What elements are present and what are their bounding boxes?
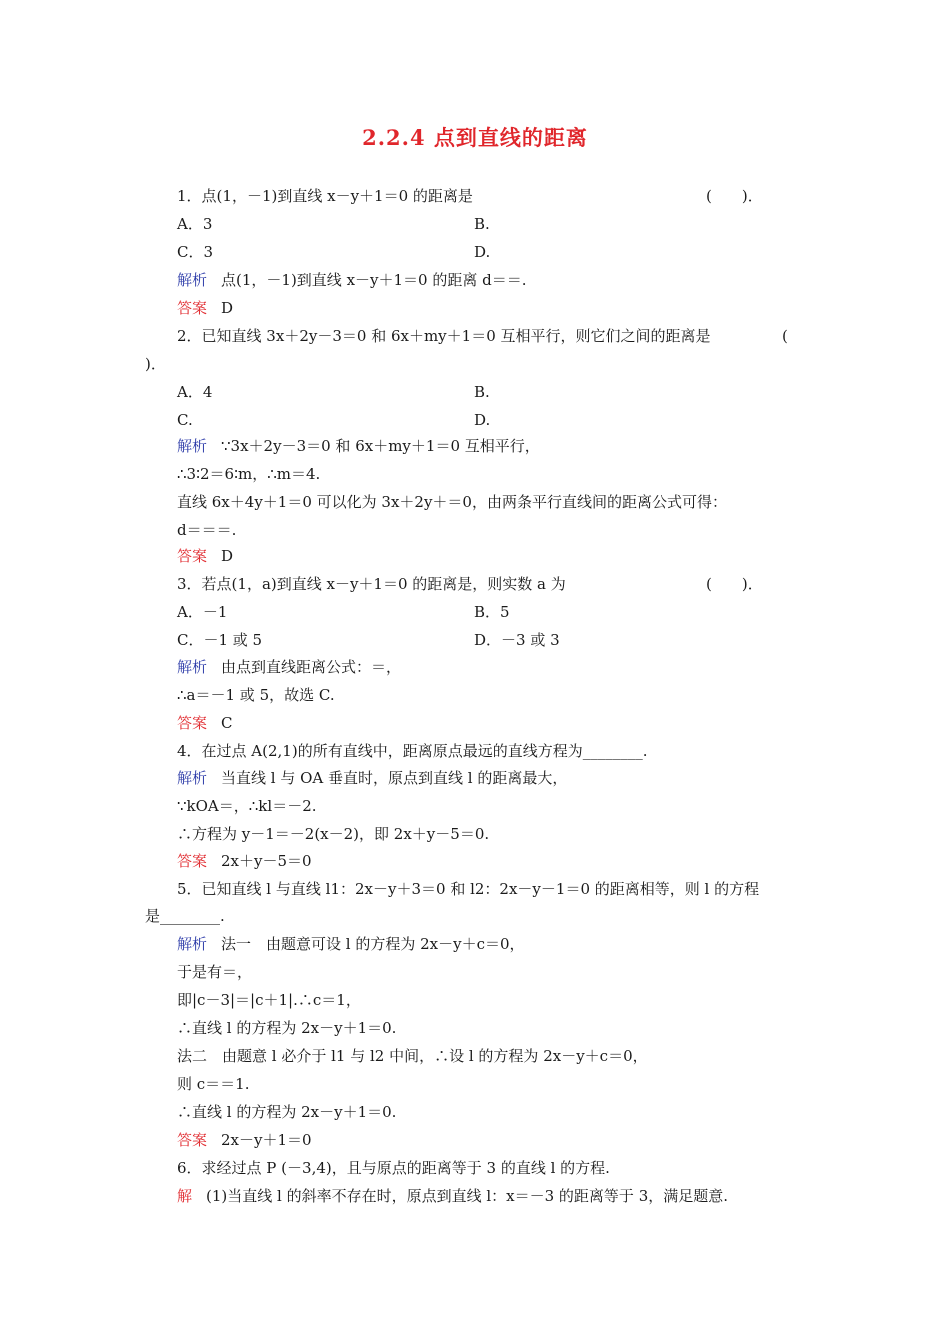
q5-answer (177, 1130, 312, 1150)
q4-stem: 4．在过点 A(2,1)的所有直线中，距离原点最远的直线方程为________. (177, 742, 648, 760)
q6-stem: 6．求经过点 P (－3,4)，且与原点的距离等于 3 的直线 l 的方程. (177, 1159, 610, 1177)
analysis-label: 解析 (177, 935, 208, 953)
q5-stem-1: 5．已知直线 l 与直线 l1：2x－y＋3＝0 和 l2：2x－y－1＝0 的距离相等，则 l 的方程 (177, 880, 760, 898)
q5-analysis-2: 于是有＝， (177, 963, 253, 981)
q1-paren: ( )． (706, 187, 763, 205)
q3-answer-text: C (221, 714, 233, 732)
q4-analysis (177, 768, 567, 788)
q3-analysis-2: ∴a＝－1 或 5，故选 C. (177, 686, 335, 704)
analysis-label: 解析 (177, 769, 208, 787)
q4-analysis-text-1: 当直线 l 与 OA 垂直时，原点到直线 l 的距离最大， (221, 769, 568, 787)
q1-answer (177, 298, 233, 318)
q2-analysis (177, 436, 540, 456)
q6-solution (177, 1186, 728, 1206)
q5-stem-2: 是________. (145, 907, 225, 925)
q5-analysis-7: ∴直线 l 的方程为 2x－y＋1＝0. (177, 1103, 397, 1121)
q5-analysis-6: 则 c＝＝1. (177, 1075, 250, 1093)
q1-option-c: C．3 (177, 243, 214, 261)
q5-answer-text: 2x－y＋1＝0 (221, 1131, 312, 1149)
q3-analysis (177, 657, 401, 677)
q5-analysis (177, 934, 525, 954)
q2-option-a: A．4 (177, 383, 213, 401)
q1-stem: 1．点(1，－1)到直线 x－y＋1＝0 的距离是 (177, 187, 473, 205)
q2-stem: 2．已知直线 3x＋2y－3＝0 和 6x＋my＋1＝0 互相平行，则它们之间的距离是 (177, 327, 711, 345)
answer-label: 答案 (177, 1131, 208, 1149)
q3-option-c: C．－1 或 5 (177, 631, 263, 649)
q3-option-b: B．5 (474, 603, 510, 621)
q6-solution-text-1: (1)当直线 l 的斜率不存在时，原点到直线 l：x＝－3 的距离等于 3，满足题意. (206, 1187, 729, 1205)
q2-answer-text: D (221, 547, 234, 565)
q4-answer-text: 2x＋y－5＝0 (221, 852, 312, 870)
q4-analysis-3: ∴方程为 y－1＝－2(x－2)，即 2x＋y－5＝0. (177, 825, 490, 843)
analysis-label: 解析 (177, 437, 208, 455)
q1-option-d: D. (474, 243, 491, 261)
answer-label: 答案 (177, 852, 208, 870)
q2-analysis-text-1: ∵3x＋2y－3＝0 和 6x＋my＋1＝0 互相平行， (221, 437, 540, 455)
q2-analysis-3: 直线 6x＋4y＋1＝0 可以化为 3x＋2y＋＝0，由两条平行直线间的距离公式可得： (177, 493, 727, 511)
q1-analysis-text: 点(1，－1)到直线 x－y＋1＝0 的距离 d＝＝. (221, 271, 527, 289)
q5-analysis-5: 法二 由题意 l 必介于 l1 与 l2 中间，∴设 l 的方程为 2x－y＋c＝0， (177, 1047, 648, 1065)
answer-label: 答案 (177, 714, 208, 732)
answer-label: 答案 (177, 547, 208, 565)
q2-option-d: D. (474, 411, 491, 429)
q2-analysis-2: ∴3∶2＝6∶m，∴m＝4. (177, 465, 321, 483)
q5-analysis-3: 即|c－3|＝|c＋1|.∴c＝1， (177, 991, 361, 1009)
analysis-label: 解析 (177, 658, 208, 676)
q1-option-b: B. (474, 215, 490, 233)
q2-paren-close: )． (145, 355, 166, 373)
q3-stem: 3．若点(1，a)到直线 x－y＋1＝0 的距离是，则实数 a 为 (177, 575, 566, 593)
q5-analysis-text-1: 法一 由题意可设 l 的方程为 2x－y＋c＝0， (221, 935, 525, 953)
q2-paren-open: ( (782, 327, 788, 345)
q3-answer (177, 713, 233, 733)
q5-analysis-4: ∴直线 l 的方程为 2x－y＋1＝0. (177, 1019, 397, 1037)
q3-paren: ( )． (706, 575, 763, 593)
q3-option-d: D．－3 或 3 (474, 631, 560, 649)
q4-analysis-2: ∵kOA＝，∴kl＝－2. (177, 797, 317, 815)
q1-answer-text: D (221, 299, 234, 317)
q1-option-a: A．3 (177, 215, 213, 233)
solution-label: 解 (177, 1187, 193, 1205)
q3-analysis-text-1: 由点到直线距离公式：＝， (221, 658, 402, 676)
q1-analysis (177, 270, 527, 290)
q2-option-c: C. (177, 411, 193, 429)
q2-analysis-4: d＝＝＝. (177, 521, 237, 539)
q3-option-a: A．－1 (177, 603, 228, 621)
page-title: 2.2.4 点到直线的距离 (362, 125, 588, 150)
q4-answer (177, 851, 312, 871)
q2-answer (177, 546, 233, 566)
answer-label: 答案 (177, 299, 208, 317)
analysis-label: 解析 (177, 271, 208, 289)
q2-option-b: B. (474, 383, 490, 401)
